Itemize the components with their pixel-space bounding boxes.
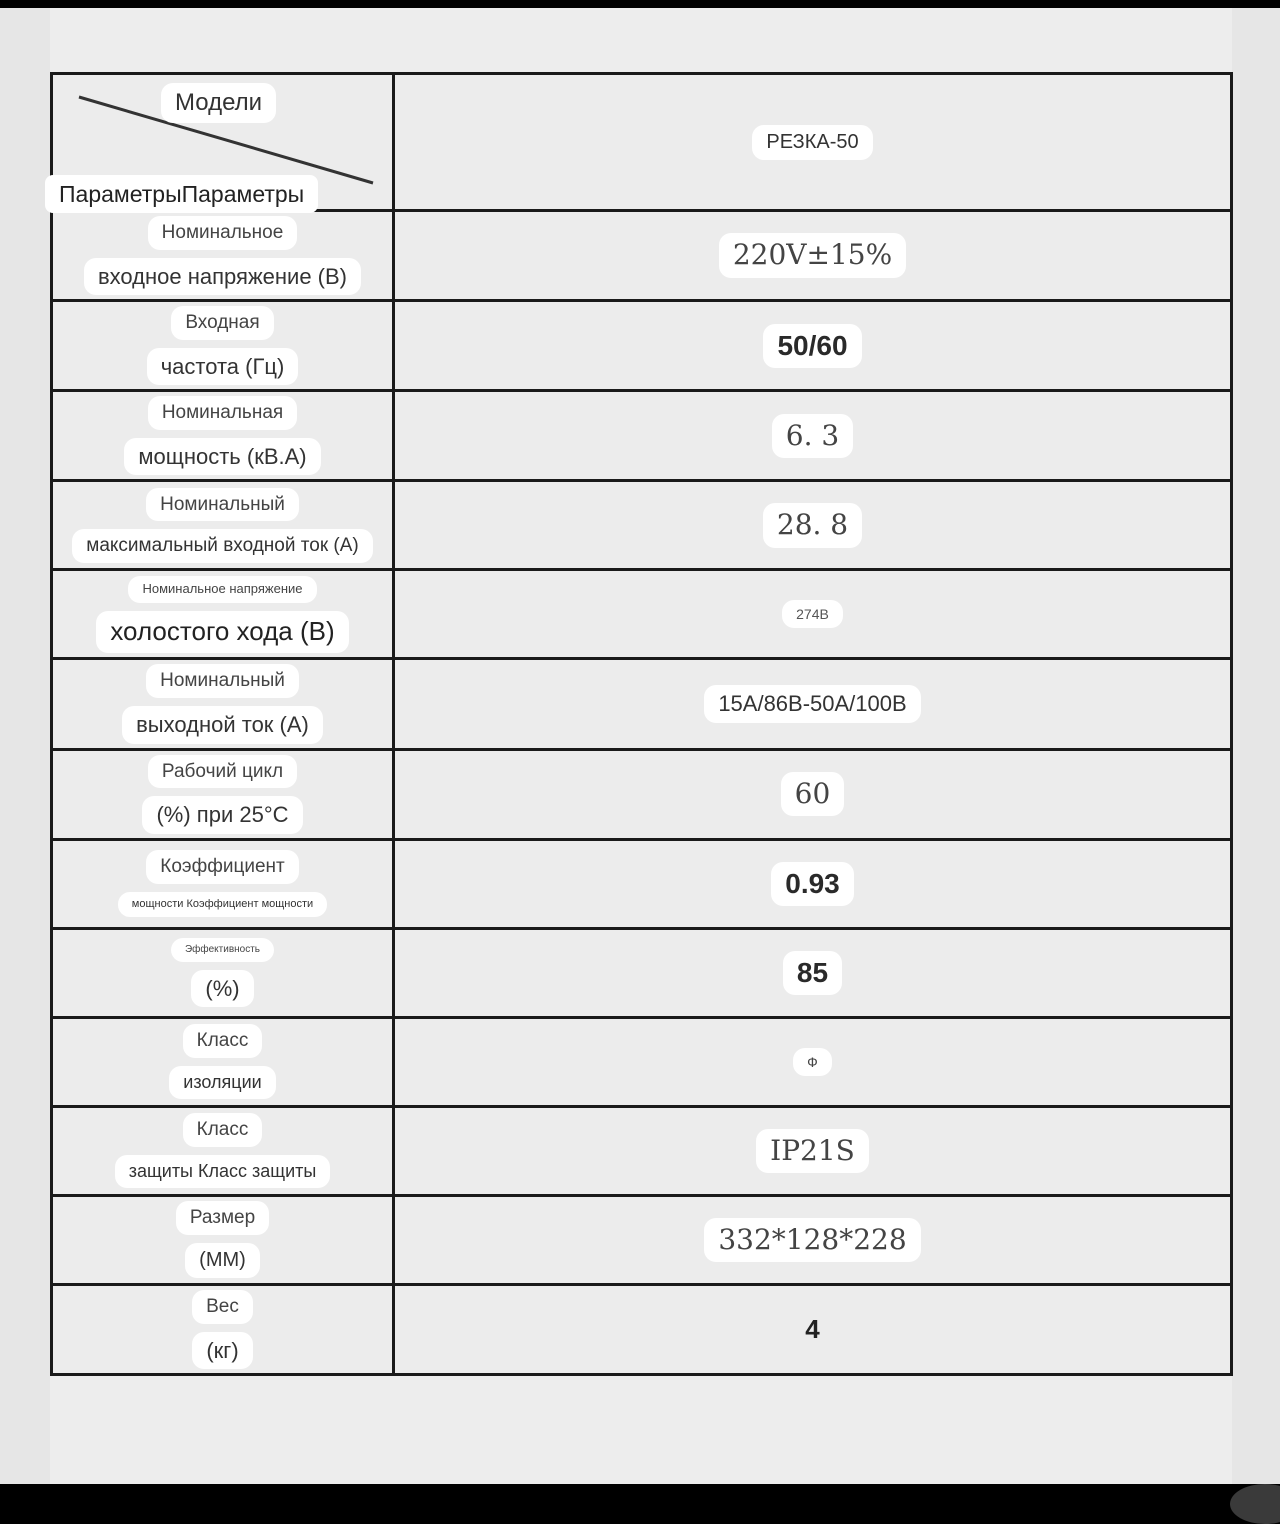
table-row [52,1017,1232,1106]
table-header-row [52,74,1232,211]
param-label-line1: Номинальная [148,396,297,430]
param-label-line2: входное напряжение (В) [84,258,361,295]
param-cell [52,659,394,749]
document-page [0,8,1280,1484]
param-label-line2: (ММ) [185,1243,260,1278]
param-label-line2: (%) при 25°С [142,796,302,833]
param-cell [52,1284,394,1374]
param-label-line2: частота (Гц) [147,348,299,385]
value-cell [394,481,1232,570]
table-row [52,749,1232,839]
table-row [52,1195,1232,1284]
left-margin [0,8,50,1484]
value-cell [394,1106,1232,1195]
param-value: 85 [783,951,842,995]
table-row [52,839,1232,928]
param-cell [52,928,394,1017]
param-cell [52,1195,394,1284]
param-cell [52,1017,394,1106]
param-cell [52,481,394,570]
table-row [52,659,1232,749]
param-value: 4 [805,1313,820,1344]
model-name: РЕЗКА-50 [752,125,872,160]
param-label-line1: Номинальное [148,216,298,250]
right-margin [1232,8,1280,1484]
param-label-line1: Входная [171,306,273,340]
param-label-line2: (кг) [192,1332,252,1369]
param-value: 15А/86В-50А/100В [704,685,920,722]
param-label-line1: Класс [183,1024,263,1058]
table-row [52,928,1232,1017]
param-label-line1: Коэффициент [146,850,298,884]
param-label-line2: максимальный входной ток (А) [72,529,372,563]
param-label-line1: Номинальный [146,664,299,698]
value-cell [394,301,1232,391]
table-row [52,1284,1232,1374]
param-label-line2: холостого хода (В) [96,611,348,653]
param-value: Ф [793,1048,832,1076]
header-params-label: ПараметрыПараметры [45,175,318,213]
table-row [52,211,1232,301]
value-cell [394,839,1232,928]
param-value: 220V±15% [719,233,906,277]
param-value: 60 [781,772,845,816]
param-label-line1: Эффективность [171,938,274,962]
spec-table [50,72,1233,1376]
param-label-line1: Класс [183,1113,263,1147]
corner-shape [1230,1484,1280,1524]
param-value: 28. 8 [763,503,862,547]
param-label-line2: мощность (кВ.А) [124,438,320,475]
param-cell [52,839,394,928]
param-label-line1: Размер [176,1201,269,1235]
value-cell [394,659,1232,749]
param-value: 274В [782,600,843,628]
param-cell [52,301,394,391]
header-diagonal-cell [52,74,394,211]
param-cell [52,1106,394,1195]
param-label-line2: (%) [191,970,253,1007]
table-row [52,1106,1232,1195]
param-value: 6. 3 [772,414,853,458]
header-model-cell [394,74,1232,211]
param-label-line1: Вес [192,1290,253,1324]
value-cell [394,749,1232,839]
param-cell [52,391,394,481]
param-cell [52,211,394,301]
header-models-label: Модели [161,83,276,123]
value-cell [394,1195,1232,1284]
param-label-line2: выходной ток (А) [122,706,323,743]
value-cell [394,928,1232,1017]
value-cell [394,391,1232,481]
param-cell [52,570,394,659]
table-row [52,301,1232,391]
param-label-line1: Рабочий цикл [148,755,297,789]
table-row [52,481,1232,570]
param-cell [52,749,394,839]
value-cell [394,570,1232,659]
param-label-line1: Номинальное напряжение [128,576,316,603]
table-row [52,570,1232,659]
table-row [52,391,1232,481]
value-cell [394,211,1232,301]
value-cell [394,1017,1232,1106]
value-cell [394,1284,1232,1374]
param-label-line1: Номинальный [146,488,299,522]
param-label-line2: мощности Коэффициент мощности [118,892,327,917]
param-value: 332*128*228 [704,1218,920,1262]
param-label-line2: изоляции [169,1066,275,1099]
param-value: IP21S [756,1129,869,1173]
param-value: 0.93 [771,862,854,906]
param-label-line2: защиты Класс защиты [115,1155,331,1188]
param-value: 50/60 [763,324,861,368]
